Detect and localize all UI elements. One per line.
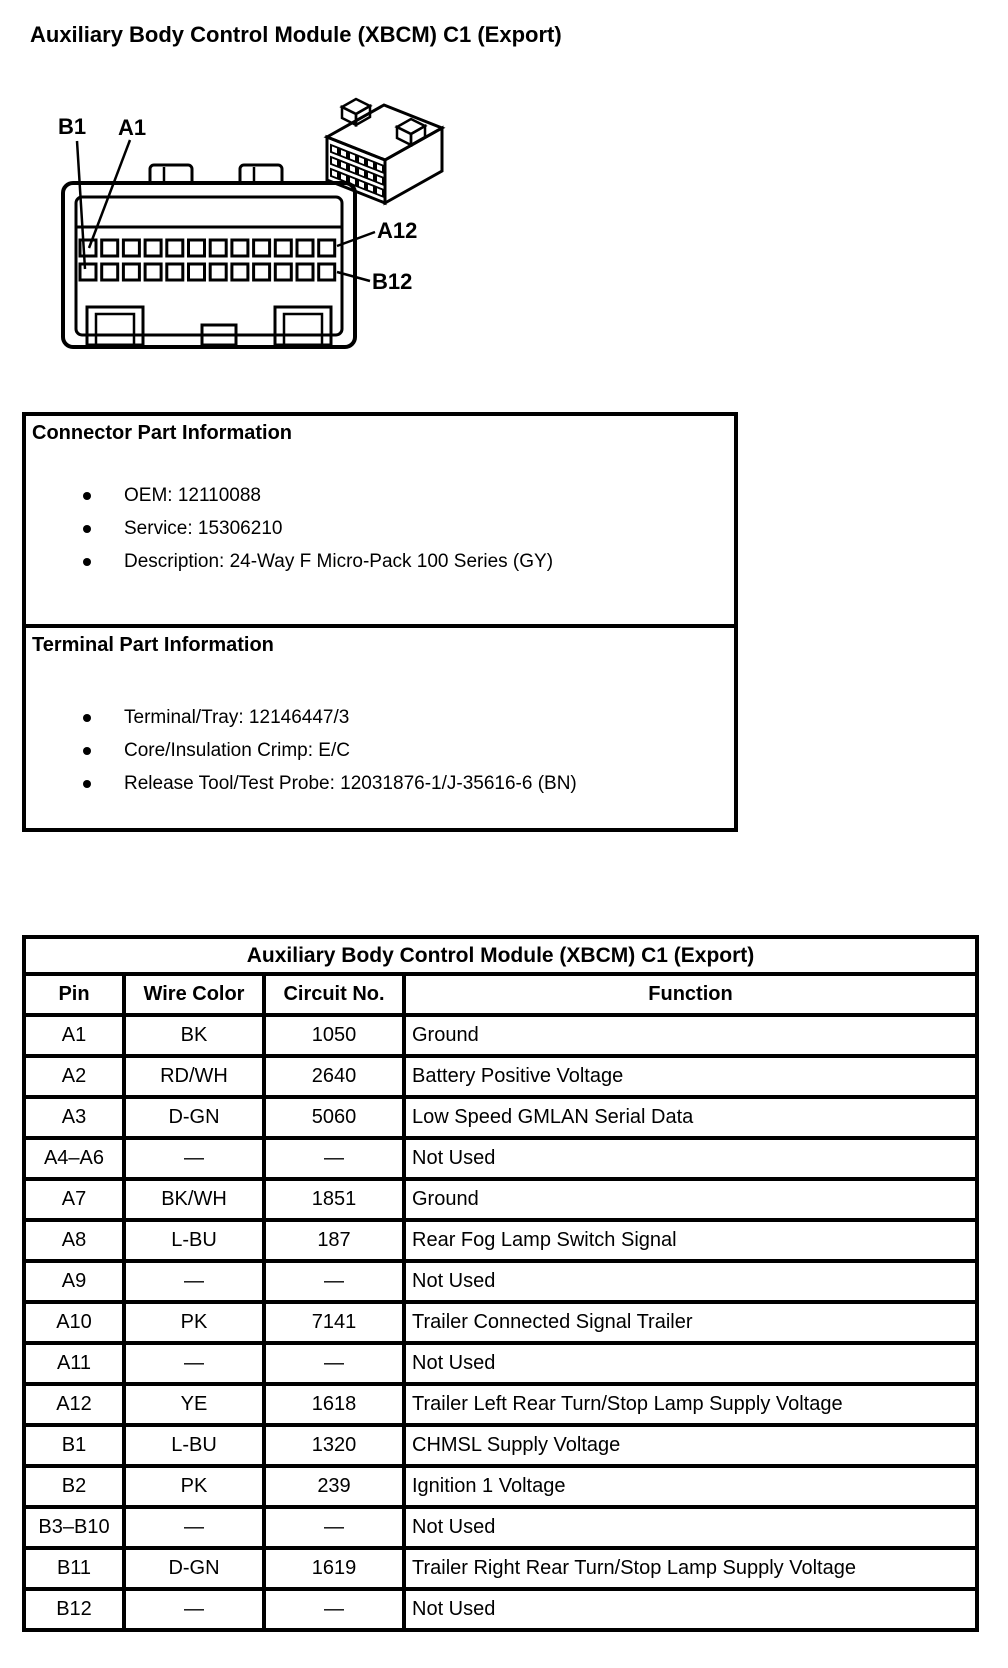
- part-information-panel: [22, 412, 738, 832]
- pinout-cell: Ground: [404, 1179, 977, 1220]
- pin-label-a1: A1: [118, 115, 147, 140]
- pinout-cell: 1851: [264, 1179, 404, 1220]
- pinout-cell: B12: [24, 1589, 124, 1630]
- pinout-cell: A4–A6: [24, 1138, 124, 1179]
- pinout-cell: YE: [124, 1384, 264, 1425]
- pinout-row: [24, 1548, 977, 1589]
- pinout-row: [24, 1097, 977, 1138]
- pinout-row: [24, 1138, 977, 1179]
- pinout-table-title-row: [24, 937, 977, 974]
- pinout-cell: D-GN: [124, 1548, 264, 1589]
- section-divider: [26, 624, 734, 628]
- connector-part-info-section: [26, 422, 734, 624]
- pinout-cell: A8: [24, 1220, 124, 1261]
- pinout-cell: 7141: [264, 1302, 404, 1343]
- pinout-cell: B1: [24, 1425, 124, 1466]
- terminal-part-info-list: [26, 701, 734, 800]
- pin-label-a12: A12: [377, 218, 418, 243]
- column-header-wire-color: Wire Color: [124, 974, 264, 1015]
- latch-tab-right: [240, 165, 282, 183]
- terminal-part-info-section: [26, 634, 734, 800]
- pinout-cell: —: [124, 1589, 264, 1630]
- pinout-cell: BK: [124, 1015, 264, 1056]
- pinout-cell: D-GN: [124, 1097, 264, 1138]
- pinout-cell: Not Used: [404, 1261, 977, 1302]
- bullet-item: OEM: 12110088: [26, 479, 734, 512]
- bullet-item: Terminal/Tray: 12146447/3: [26, 701, 734, 734]
- pinout-table-header-row: [24, 974, 977, 1015]
- pinout-cell: RD/WH: [124, 1056, 264, 1097]
- pinout-cell: B3–B10: [24, 1507, 124, 1548]
- pinout-cell: CHMSL Supply Voltage: [404, 1425, 977, 1466]
- pinout-cell: 1050: [264, 1015, 404, 1056]
- pin-grid: [80, 240, 335, 280]
- bullet-item: Core/Insulation Crimp: E/C: [26, 734, 734, 767]
- pinout-cell: L-BU: [124, 1220, 264, 1261]
- pinout-table-title: Auxiliary Body Control Module (XBCM) C1 (Export): [24, 937, 977, 974]
- pinout-cell: —: [264, 1138, 404, 1179]
- column-header-function: Function: [404, 974, 977, 1015]
- latch-tab-left: [150, 165, 192, 183]
- terminal-part-info-heading: Terminal Part Information: [32, 634, 274, 656]
- column-header-circuit-no: Circuit No.: [264, 974, 404, 1015]
- pinout-cell: Trailer Left Rear Turn/Stop Lamp Supply Voltage: [404, 1384, 977, 1425]
- pinout-cell: Rear Fog Lamp Switch Signal: [404, 1220, 977, 1261]
- pinout-row: [24, 1261, 977, 1302]
- pinout-cell: Ignition 1 Voltage: [404, 1466, 977, 1507]
- pinout-cell: —: [264, 1589, 404, 1630]
- connector-isometric-view: [327, 99, 442, 203]
- pinout-cell: —: [264, 1261, 404, 1302]
- pinout-cell: Low Speed GMLAN Serial Data: [404, 1097, 977, 1138]
- pinout-cell: —: [264, 1507, 404, 1548]
- pinout-cell: Battery Positive Voltage: [404, 1056, 977, 1097]
- pinout-cell: A9: [24, 1261, 124, 1302]
- pinout-cell: B11: [24, 1548, 124, 1589]
- pinout-cell: Not Used: [404, 1507, 977, 1548]
- pin-label-b12: B12: [372, 269, 413, 294]
- bullet-item: Release Tool/Test Probe: 12031876-1/J-35616-6 (BN): [26, 767, 734, 800]
- pinout-cell: 187: [264, 1220, 404, 1261]
- pinout-cell: PK: [124, 1466, 264, 1507]
- pinout-cell: —: [124, 1138, 264, 1179]
- pinout-cell: —: [124, 1507, 264, 1548]
- bullet-item: Service: 15306210: [26, 512, 734, 545]
- pinout-row: [24, 1507, 977, 1548]
- pinout-cell: L-BU: [124, 1425, 264, 1466]
- pinout-row: [24, 1056, 977, 1097]
- pinout-row: [24, 1343, 977, 1384]
- pinout-cell: Ground: [404, 1015, 977, 1056]
- pinout-cell: 2640: [264, 1056, 404, 1097]
- pinout-cell: A10: [24, 1302, 124, 1343]
- pinout-row: [24, 1179, 977, 1220]
- page-title: Auxiliary Body Control Module (XBCM) C1 (Export): [30, 22, 562, 47]
- pinout-cell: A2: [24, 1056, 124, 1097]
- pinout-cell: Trailer Right Rear Turn/Stop Lamp Supply Voltage: [404, 1548, 977, 1589]
- connector-front-view: [63, 165, 355, 347]
- pinout-cell: A1: [24, 1015, 124, 1056]
- pinout-cell: BK/WH: [124, 1179, 264, 1220]
- pinout-row: [24, 1466, 977, 1507]
- pinout-table-body: [24, 1015, 977, 1630]
- pinout-cell: 1619: [264, 1548, 404, 1589]
- pinout-cell: 1618: [264, 1384, 404, 1425]
- pinout-row: [24, 1302, 977, 1343]
- column-header-pin: Pin: [24, 974, 124, 1015]
- pinout-cell: PK: [124, 1302, 264, 1343]
- pinout-cell: Not Used: [404, 1343, 977, 1384]
- pin-callouts: [58, 114, 417, 294]
- pinout-cell: 5060: [264, 1097, 404, 1138]
- iso-latch-1: [342, 99, 370, 125]
- pinout-cell: —: [124, 1343, 264, 1384]
- leader-line-a1: [89, 140, 130, 248]
- pinout-cell: Not Used: [404, 1589, 977, 1630]
- pin-label-b1: B1: [58, 114, 87, 139]
- connector-part-info-list: [26, 479, 734, 578]
- connector-part-info-heading: Connector Part Information: [32, 422, 293, 444]
- iso-side-face: [385, 128, 442, 203]
- pinout-cell: A11: [24, 1343, 124, 1384]
- pinout-cell: Trailer Connected Signal Trailer: [404, 1302, 977, 1343]
- pinout-cell: 1320: [264, 1425, 404, 1466]
- pinout-cell: B2: [24, 1466, 124, 1507]
- pinout-table: [22, 935, 979, 1632]
- pinout-cell: A12: [24, 1384, 124, 1425]
- pinout-row: [24, 1589, 977, 1630]
- pinout-row: [24, 1425, 977, 1466]
- pinout-cell: —: [124, 1261, 264, 1302]
- pinout-cell: —: [264, 1343, 404, 1384]
- foot-right-inner: [284, 314, 322, 345]
- pinout-cell: A7: [24, 1179, 124, 1220]
- connector-diagram: [40, 85, 460, 370]
- bullet-item: Description: 24-Way F Micro-Pack 100 Series (GY): [26, 545, 734, 578]
- pinout-cell: 239: [264, 1466, 404, 1507]
- iso-pin-grid: [331, 145, 383, 197]
- pinout-row: [24, 1015, 977, 1056]
- pinout-cell: Not Used: [404, 1138, 977, 1179]
- foot-left-inner: [96, 314, 134, 345]
- pinout-row: [24, 1220, 977, 1261]
- pinout-row: [24, 1384, 977, 1425]
- pinout-cell: A3: [24, 1097, 124, 1138]
